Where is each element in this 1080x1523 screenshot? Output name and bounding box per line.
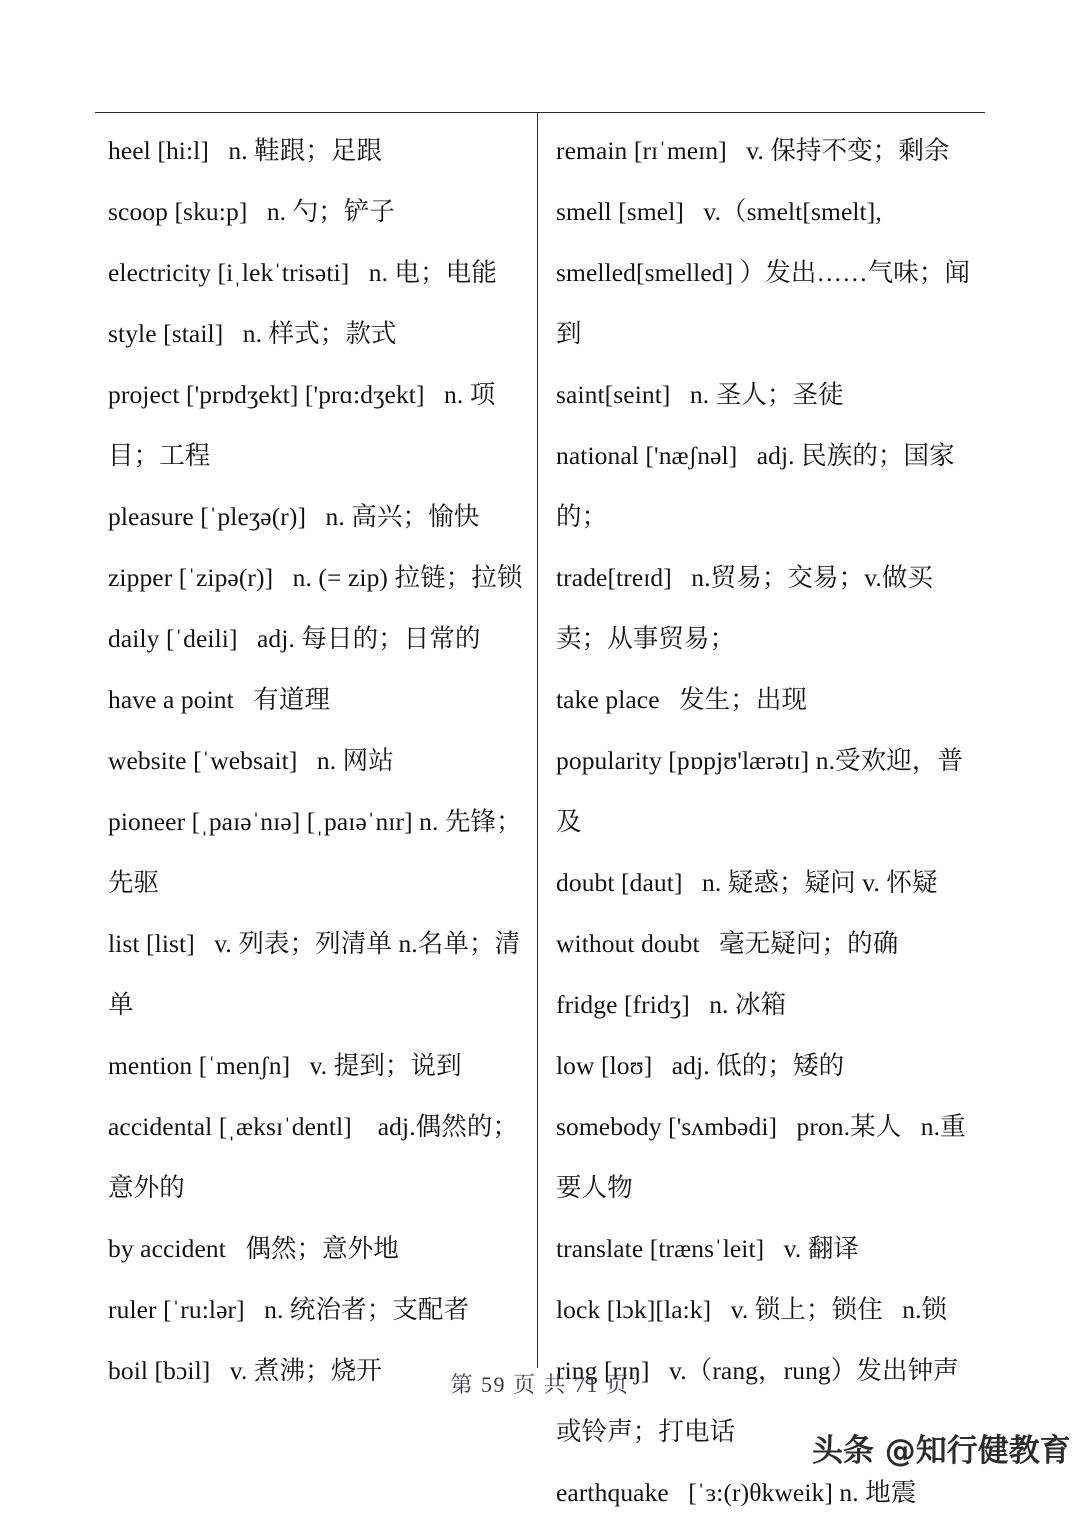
vocabulary-entry: lock [lɔk][la:k] v. 锁上；锁住 n.锁 bbox=[556, 1295, 948, 1324]
vocabulary-entry: national ['næʃnəl] adj. 民族的；国家的； bbox=[556, 441, 955, 531]
left-column bbox=[108, 120, 528, 1401]
vocabulary-entry: style [stail] n. 样式；款式 bbox=[108, 319, 397, 348]
watermark: 头条 @知行健教育 bbox=[812, 1433, 1071, 1469]
vocabulary-entry: fridge [fridʒ] n. 冰箱 bbox=[556, 990, 787, 1019]
page-number-label: 第 59 页 共 71 页 bbox=[450, 1372, 630, 1397]
vocabulary-entry: without doubt 毫无疑问；的确 bbox=[556, 929, 899, 958]
vocabulary-entry: pioneer [ˌpaɪəˈnɪə] [ˌpaɪəˈnɪr] n. 先锋；先驱 bbox=[108, 807, 522, 897]
vocabulary-entry: popularity [pɒpjʊ'lærətɪ] n.受欢迎，普及 bbox=[556, 746, 964, 836]
vocabulary-entry: ruler [ˈru:lər] n. 统治者；支配者 bbox=[108, 1295, 470, 1324]
vocabulary-entry: list [list] v. 列表；列清单 n.名单；清单 bbox=[108, 929, 521, 1019]
vocabulary-entry: mention [ˈmenʃn] v. 提到；说到 bbox=[108, 1051, 462, 1080]
vocabulary-entry: have a point 有道理 bbox=[108, 685, 331, 714]
vocabulary-entry: accidental [ˌæksɪˈdentl] adj.偶然的；意外的 bbox=[108, 1112, 519, 1202]
vocabulary-entry: electricity [iˌlekˈtrisəti] n. 电；电能 bbox=[108, 258, 497, 287]
vocabulary-entry: remain [rɪˈmeɪn] v. 保持不变；剩余 bbox=[556, 136, 950, 165]
vocabulary-entry: heel [hi:l] n. 鞋跟；足跟 bbox=[108, 136, 383, 165]
vocabulary-entry: by accident 偶然；意外地 bbox=[108, 1234, 399, 1263]
vocabulary-entry: smell [smel] v.（smelt[smelt], smelled[smelled] ）发出……气味；闻到 bbox=[556, 197, 971, 348]
vocabulary-entry: daily [ˈdeili] adj. 每日的；日常的 bbox=[108, 624, 481, 653]
vocabulary-entry: doubt [daut] n. 疑惑；疑问 v. 怀疑 bbox=[556, 868, 938, 897]
vocabulary-entry: boil [bɔil] v. 煮沸；烧开 bbox=[108, 1356, 382, 1385]
page-footer bbox=[0, 1368, 1080, 1399]
right-column bbox=[556, 120, 984, 1523]
vocabulary-entry: ring [rɪŋ] v.（rang，rung）发出钟声或铃声；打电话 bbox=[556, 1356, 959, 1446]
vocabulary-entry: website [ˈwebsait] n. 网站 bbox=[108, 746, 394, 775]
vocabulary-entry: translate [trænsˈleit] v. 翻译 bbox=[556, 1234, 860, 1263]
vocabulary-entry: earthquake [ˈɜ:(r)θkweik] n. 地震 bbox=[556, 1478, 917, 1507]
vocabulary-entry: pleasure [ˈpleʒə(r)] n. 高兴；愉快 bbox=[108, 502, 480, 531]
vocabulary-entry: project ['prɒdʒekt] ['prɑ:dʒekt] n. 项目；工程 bbox=[108, 380, 496, 470]
vocabulary-entry: trade[treɪd] n.贸易；交易；v.做买卖；从事贸易； bbox=[556, 563, 934, 653]
vocabulary-entry: take place 发生；出现 bbox=[556, 685, 808, 714]
vocabulary-entry: saint[seint] n. 圣人；圣徒 bbox=[556, 380, 844, 409]
vocabulary-entry: scoop [sku:p] n. 勺；铲子 bbox=[108, 197, 396, 226]
vocabulary-entry: low [loʊ] adj. 低的；矮的 bbox=[556, 1051, 845, 1080]
header-rule bbox=[95, 112, 985, 113]
vocabulary-entry: somebody ['sʌmbədi] pron.某人 n.重要人物 bbox=[556, 1112, 966, 1202]
vocabulary-entry: zipper [ˈzipə(r)] n. (= zip) 拉链；拉锁 bbox=[108, 563, 523, 592]
column-divider bbox=[537, 112, 538, 1368]
